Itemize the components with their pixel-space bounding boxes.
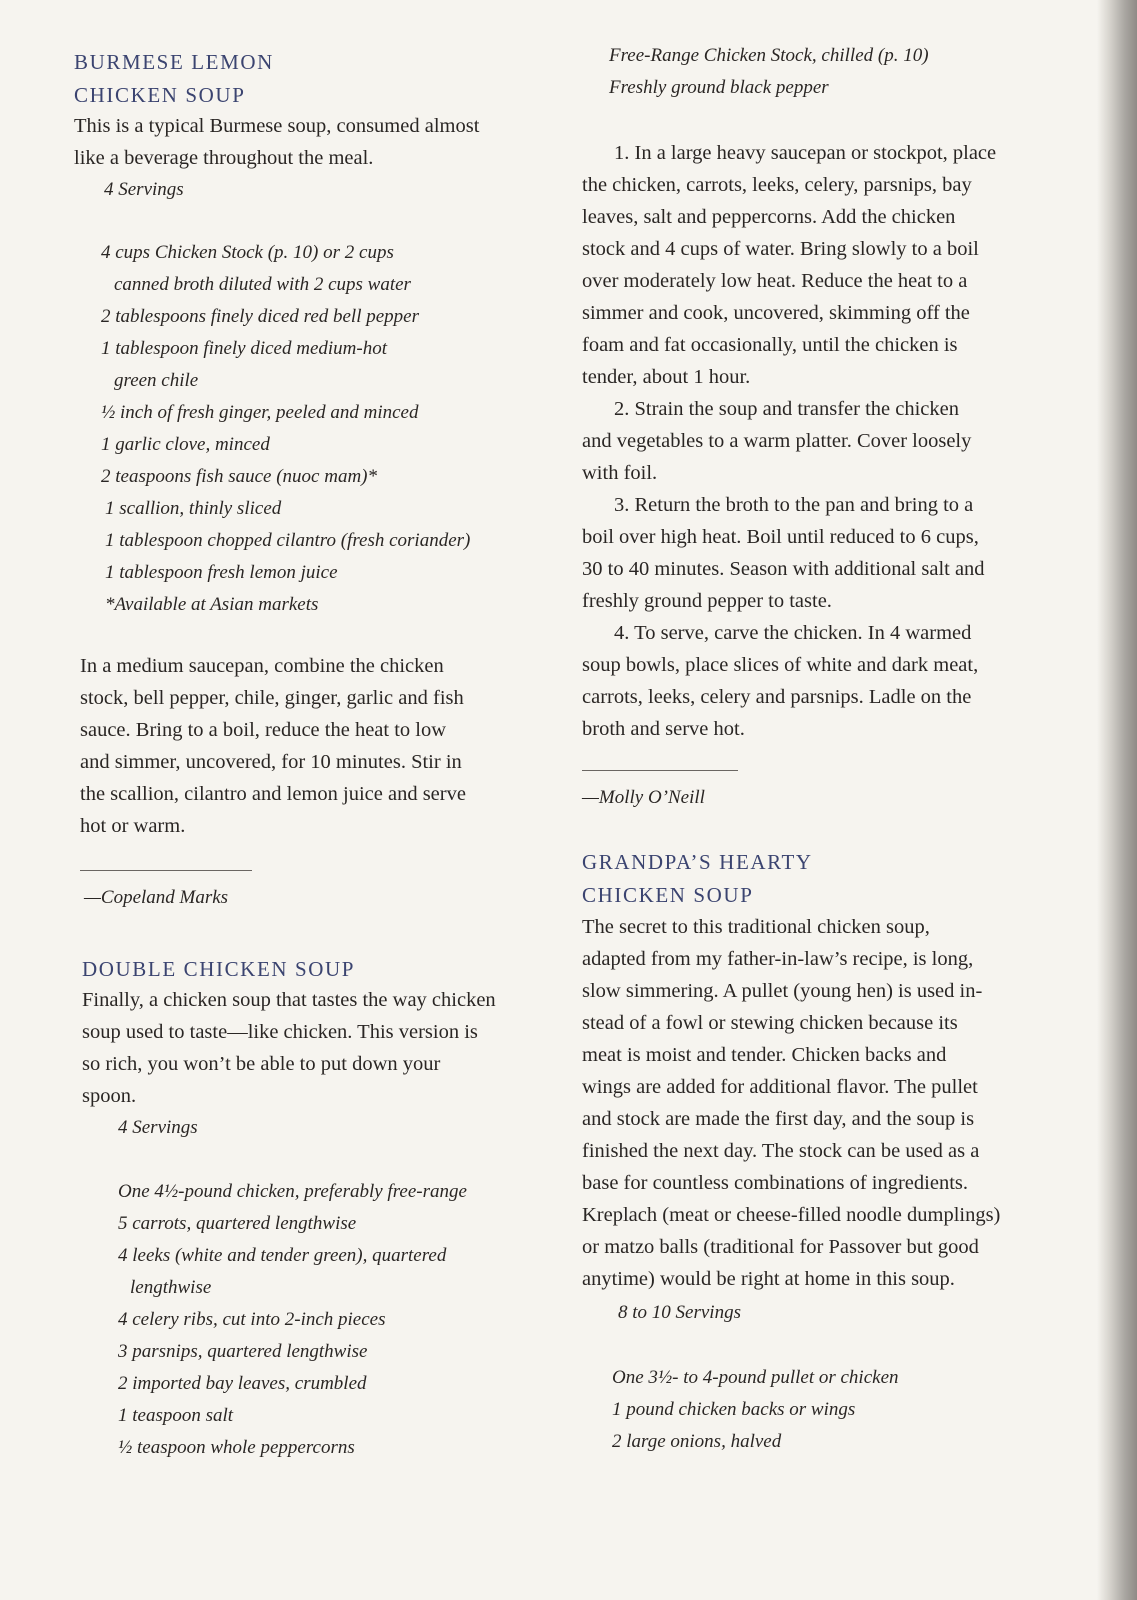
ingredient: canned broth diluted with 2 cups water xyxy=(114,274,411,295)
method-step: 4. To serve, carve the chicken. In 4 warmed xyxy=(614,622,972,644)
recipe-intro: meat is moist and tender. Chicken backs and xyxy=(582,1044,947,1066)
ingredient: 4 celery ribs, cut into 2-inch pieces xyxy=(118,1309,386,1330)
recipe-intro: adapted from my father-in-law’s recipe, is long, xyxy=(582,948,974,970)
recipe-title: CHICKEN SOUP xyxy=(582,883,754,907)
ingredient: 4 leeks (white and tender green), quartered xyxy=(118,1245,447,1266)
method-step: and vegetables to a warm platter. Cover loosely xyxy=(582,430,972,452)
ingredient: ½ inch of fresh ginger, peeled and minced xyxy=(101,402,419,423)
method-text: In a medium saucepan, combine the chicken xyxy=(80,655,444,677)
ingredient: Free-Range Chicken Stock, chilled (p. 10) xyxy=(609,45,929,66)
method-step: with foil. xyxy=(582,462,658,484)
ingredient: 4 cups Chicken Stock (p. 10) or 2 cups xyxy=(101,242,394,263)
ingredient: 1 garlic clove, minced xyxy=(101,434,270,455)
credit-rule xyxy=(80,870,252,871)
recipe-intro: Finally, a chicken soup that tastes the way chicken xyxy=(82,989,496,1011)
ingredient: 2 imported bay leaves, crumbled xyxy=(118,1373,367,1394)
method-step: carrots, leeks, celery and parsnips. Ladle on the xyxy=(582,686,972,708)
credit-rule xyxy=(582,770,738,771)
recipe-title: BURMESE LEMON xyxy=(74,50,274,74)
recipe-intro: spoon. xyxy=(82,1085,137,1107)
ingredient: 1 tablespoon fresh lemon juice xyxy=(105,562,338,583)
method-step: over moderately low heat. Reduce the heat to a xyxy=(582,270,968,292)
method-step: simmer and cook, uncovered, skimming off the xyxy=(582,302,970,324)
ingredient: One 4½-pound chicken, preferably free-range xyxy=(118,1181,467,1202)
method-text: the scallion, cilantro and lemon juice and serve xyxy=(80,783,466,805)
recipe-intro: slow simmering. A pullet (young hen) is used in- xyxy=(582,980,983,1002)
ingredient: 2 large onions, halved xyxy=(612,1431,782,1452)
method-step: tender, about 1 hour. xyxy=(582,366,751,388)
recipe-intro: stead of a fowl or stewing chicken because its xyxy=(582,1012,958,1034)
recipe-credit: —Molly O’Neill xyxy=(582,787,705,808)
method-text: sauce. Bring to a boil, reduce the heat to low xyxy=(80,719,447,741)
page-binding-shadow xyxy=(1097,0,1137,1600)
servings: 8 to 10 Servings xyxy=(618,1302,741,1323)
ingredient: lengthwise xyxy=(130,1277,212,1298)
method-step: foam and fat occasionally, until the chicken is xyxy=(582,334,958,356)
recipe-intro: base for countless combinations of ingredients. xyxy=(582,1172,968,1194)
ingredient: 5 carrots, quartered lengthwise xyxy=(118,1213,357,1234)
recipe-intro: and stock are made the first day, and the soup is xyxy=(582,1108,975,1130)
ingredient: 2 teaspoons fish sauce (nuoc mam)* xyxy=(101,466,377,487)
method-step: broth and serve hot. xyxy=(582,718,745,740)
recipe-intro: anytime) would be right at home in this soup. xyxy=(582,1268,955,1290)
method-step: 1. In a large heavy saucepan or stockpot, place xyxy=(614,142,997,164)
ingredient: One 3½- to 4-pound pullet or chicken xyxy=(612,1367,899,1388)
recipe-title: DOUBLE CHICKEN SOUP xyxy=(82,957,356,981)
method-step: freshly ground pepper to taste. xyxy=(582,590,832,612)
method-text: and simmer, uncovered, for 10 minutes. Stir in xyxy=(80,751,462,773)
recipe-credit: —Copeland Marks xyxy=(84,887,229,908)
method-step: 2. Strain the soup and transfer the chicken xyxy=(614,398,959,420)
ingredient: 1 tablespoon finely diced medium-hot xyxy=(101,338,387,359)
recipe-title: GRANDPA’S HEARTY xyxy=(582,850,813,874)
ingredient: Freshly ground black pepper xyxy=(609,77,829,98)
recipe-intro: like a beverage throughout the meal. xyxy=(74,147,374,169)
method-step: stock and 4 cups of water. Bring slowly to a boil xyxy=(582,238,979,260)
recipe-title: CHICKEN SOUP xyxy=(74,83,246,107)
method-step: soup bowls, place slices of white and dark meat, xyxy=(582,654,979,676)
recipe-intro: soup used to taste—like chicken. This version is xyxy=(82,1021,478,1043)
ingredient: green chile xyxy=(114,370,199,391)
footnote: *Available at Asian markets xyxy=(105,594,319,615)
ingredient: 1 pound chicken backs or wings xyxy=(612,1399,856,1420)
method-text: hot or warm. xyxy=(80,815,186,837)
recipe-intro: This is a typical Burmese soup, consumed almost xyxy=(74,115,480,137)
ingredient: 1 scallion, thinly sliced xyxy=(105,498,282,519)
ingredient: 1 tablespoon chopped cilantro (fresh coriander) xyxy=(105,530,471,551)
method-step: 3. Return the broth to the pan and bring to a xyxy=(614,494,974,516)
recipe-intro: or matzo balls (traditional for Passover but good xyxy=(582,1236,979,1258)
ingredient: ½ teaspoon whole peppercorns xyxy=(118,1437,355,1458)
ingredient: 1 teaspoon salt xyxy=(118,1405,234,1426)
recipe-intro: Kreplach (meat or cheese-filled noodle dumplings) xyxy=(582,1204,1001,1226)
method-step: boil over high heat. Boil until reduced to 6 cups, xyxy=(582,526,979,548)
recipe-intro: finished the next day. The stock can be used as a xyxy=(582,1140,980,1162)
method-text: stock, bell pepper, chile, ginger, garlic and fish xyxy=(80,687,464,709)
servings: 4 Servings xyxy=(104,179,184,200)
method-step: leaves, salt and peppercorns. Add the chicken xyxy=(582,206,956,228)
method-step: 30 to 40 minutes. Season with additional salt and xyxy=(582,558,985,580)
method-step: the chicken, carrots, leeks, celery, parsnips, bay xyxy=(582,174,972,196)
recipe-intro: so rich, you won’t be able to put down your xyxy=(82,1053,441,1075)
servings: 4 Servings xyxy=(118,1117,198,1138)
recipe-intro: wings are added for additional flavor. The pullet xyxy=(582,1076,978,1098)
recipe-intro: The secret to this traditional chicken soup, xyxy=(582,916,930,938)
ingredient: 3 parsnips, quartered lengthwise xyxy=(118,1341,368,1362)
ingredient: 2 tablespoons finely diced red bell pepper xyxy=(101,306,419,327)
